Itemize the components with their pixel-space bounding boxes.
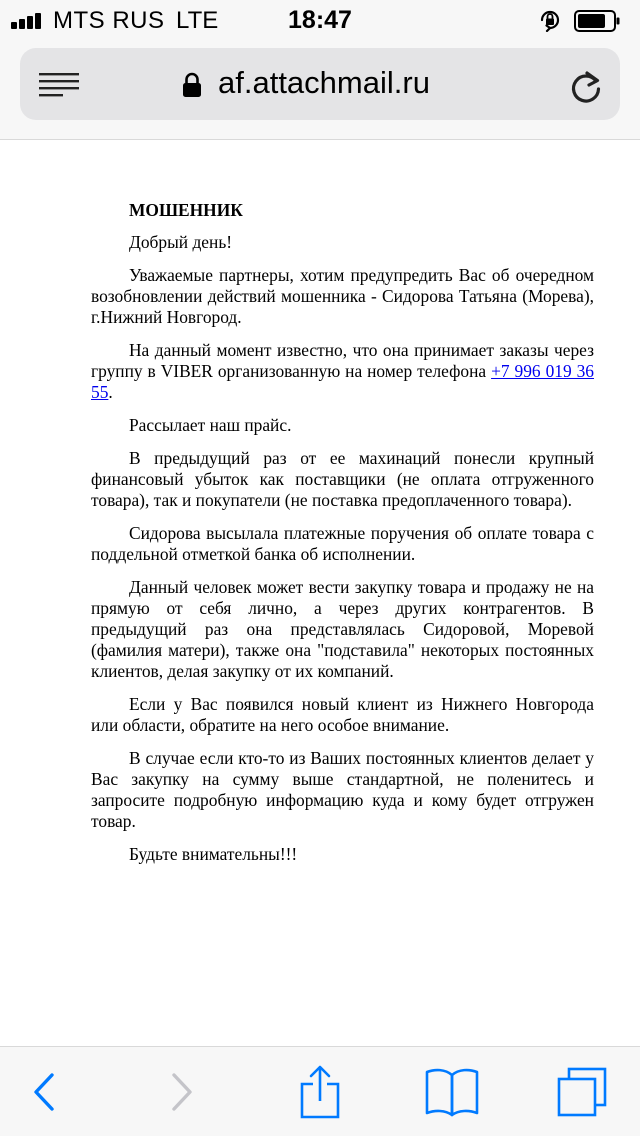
viber-text-end: . xyxy=(108,382,113,402)
closing-line: Будьте внимательны!!! xyxy=(129,844,298,864)
lock-icon xyxy=(182,72,202,98)
viber-text: На данный момент известно, что она принимает заказы через группу в VIBER организованную на номер телефона xyxy=(91,340,594,381)
paragraph-losses: В предыдущий раз от ее махинаций понесли крупный финансовый убыток как поставщики (не оплата отгруженного товара), так и покупатели (не поставка предоплаченного товара). xyxy=(91,448,594,510)
paragraph-regular-clients: В случае если кто-то из Ваших постоянных клиентов делает у Вас закупку на сумму выше стандартной, не поленитесь и запросите подробную информацию куда и кому будет отгружен товар. xyxy=(91,748,594,831)
email-heading: МОШЕННИК xyxy=(129,200,243,220)
paragraph-payment-orders: Сидорова высылала платежные поручения об оплате товара с поддельной отметкой банка об исполнении. xyxy=(91,523,594,564)
browser-toolbar xyxy=(0,1046,640,1136)
paragraph-price-list: Рассылает наш прайс. xyxy=(129,415,292,435)
network-type: LTE xyxy=(176,7,219,34)
tabs-icon xyxy=(557,1067,607,1117)
reload-icon[interactable] xyxy=(568,69,604,105)
chevron-right-icon xyxy=(170,1072,194,1112)
share-icon xyxy=(300,1065,340,1119)
paragraph-new-client: Если у Вас появился новый клиент из Нижнего Новгорода или области, обратите на него особое внимание. xyxy=(91,694,594,735)
greeting: Добрый день! xyxy=(129,232,233,252)
battery-icon xyxy=(574,10,620,32)
paragraph-viber xyxy=(91,340,594,403)
status-bar xyxy=(0,0,640,40)
back-button[interactable] xyxy=(14,1047,74,1136)
status-time: 18:47 xyxy=(288,6,352,34)
carrier-name: MTS RUS xyxy=(53,7,165,34)
address-bar[interactable] xyxy=(20,48,620,120)
url-text[interactable]: af.attachmail.ru xyxy=(218,65,430,100)
orientation-lock-icon xyxy=(538,8,562,32)
chevron-left-icon xyxy=(32,1072,56,1112)
paragraph-counterparties: Данный человек может вести закупку товара и продажу не на прямую от себя лично, а через других контрагентов. В предыдущий раз она представлялась Сидоровой, Моревой (фамилия матери), также она "подставила" некоторых постоянных клиентов, делая закупку от их компаний. xyxy=(91,577,594,681)
bookmarks-button[interactable] xyxy=(420,1047,484,1136)
tabs-button[interactable] xyxy=(550,1047,614,1136)
phone-link[interactable]: +7 996 019 36 55 xyxy=(91,361,595,402)
forward-button[interactable] xyxy=(152,1047,212,1136)
email-body xyxy=(91,200,594,877)
paragraph-warning: Уважаемые партнеры, хотим предупредить Вас об очередном возобновлении действий мошенника - Сидорова Татьяна (Морева), г.Нижний Новгород. xyxy=(91,265,594,327)
share-button[interactable] xyxy=(289,1047,351,1136)
book-icon xyxy=(425,1067,479,1117)
reader-mode-icon[interactable] xyxy=(39,72,79,98)
browser-top-bar xyxy=(0,40,640,140)
